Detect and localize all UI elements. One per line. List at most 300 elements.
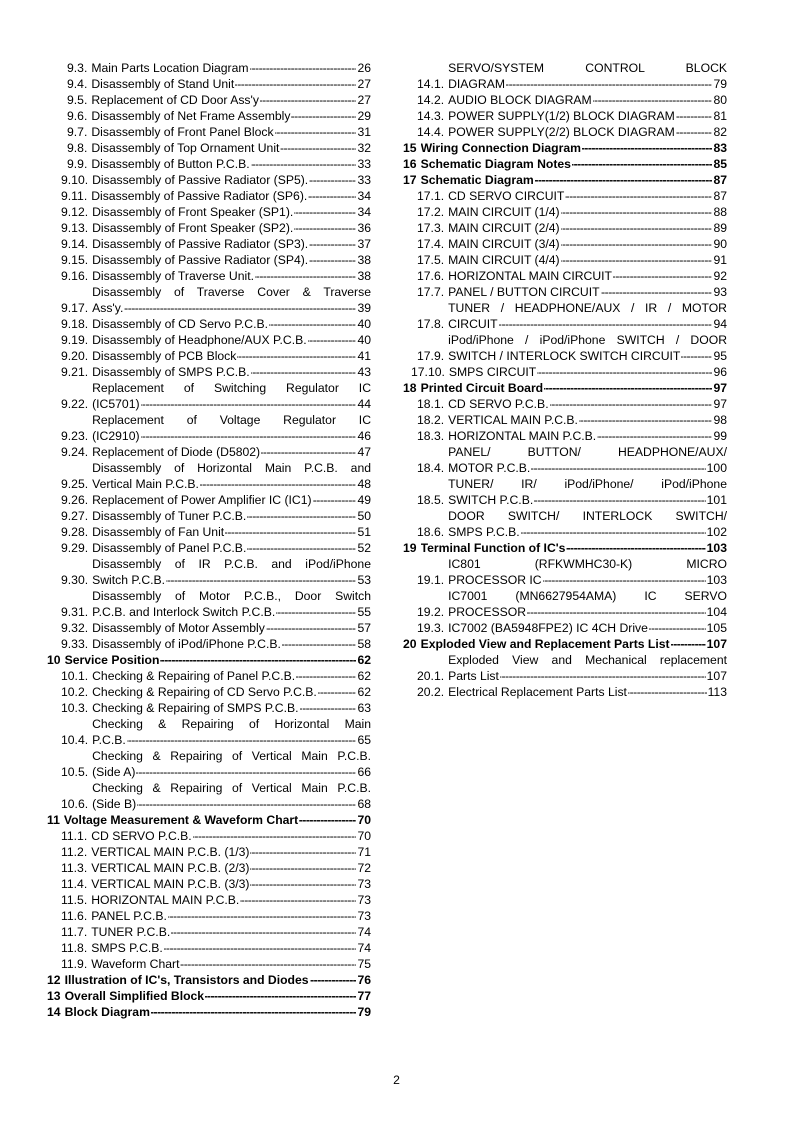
toc-subsection-entry[interactable] [47,716,371,748]
toc-subsection-entry[interactable] [47,684,371,700]
toc-entry-title-line: Replacement of Voltage Regulator IC [92,413,371,427]
toc-entry-text [87,876,371,892]
toc-entry-text [444,188,727,204]
toc-subsection-entry[interactable] [403,220,727,236]
toc-subsection-entry[interactable] [403,396,727,412]
toc-entry-page: 96 [713,365,727,379]
toc-entry-number: 9.25. [61,477,89,491]
toc-subsection-entry[interactable] [47,124,371,140]
toc-entry-number: 17.7. [417,285,445,299]
toc-entry-page: 34 [357,205,371,219]
toc-entry-title: Disassembly of Net Frame Assembly [91,109,291,123]
toc-entry-title: CD SERVO CIRCUIT [448,189,565,203]
toc-subsection-entry[interactable] [47,540,371,556]
toc-subsection-entry[interactable] [403,60,727,92]
toc-entry-text [61,652,371,668]
toc-entry-title-line: Disassembly of Motor P.C.B., Door Switch [92,589,371,603]
toc-entry-title: Wiring Connection Diagram [420,141,581,155]
toc-entry-number: 14.4. [417,125,445,139]
toc-entry-number: 17.10. [411,365,445,379]
toc-subsection-entry[interactable] [403,588,727,620]
toc-subsection-entry[interactable] [47,332,371,348]
toc-entry-text [444,108,727,124]
toc-entry-page: 83 [713,141,727,155]
toc-entry-number: 9.12. [61,205,89,219]
toc-entry-title: Disassembly of Passive Radiator (SP6). [91,189,308,203]
toc-entry-number: 11.5. [61,893,88,907]
toc-entry-page: 88 [713,205,727,219]
toc-entry-text [444,92,727,108]
toc-entry-number: 9.26. [61,493,89,507]
toc-subsection-entry[interactable] [403,476,727,508]
toc-entry-page: 74 [357,925,371,939]
toc-subsection-entry[interactable] [403,620,727,636]
toc-subsection-entry[interactable] [47,156,371,172]
toc-entry-number: 11.8. [61,941,88,955]
toc-entry-text [88,508,371,524]
toc-subsection-entry[interactable] [47,108,371,124]
toc-entry-title: Disassembly of Front Panel Block [91,125,274,139]
toc-entry-page: 39 [357,301,371,315]
toc-entry-page: 107 [706,637,727,651]
toc-section-entry[interactable] [47,1004,371,1020]
toc-entry-number: 18.1. [417,397,445,411]
toc-entry-title: Block Diagram [64,1005,150,1019]
toc-entry-text [88,524,371,540]
toc-subsection-entry[interactable] [47,172,371,188]
toc-entry-number: 19 [403,541,417,555]
toc-entry-page: 46 [357,429,371,443]
toc-entry-number: 9.28. [61,525,89,539]
toc-subsection-entry[interactable] [403,364,727,380]
toc-entry-number: 9.9. [67,157,88,171]
toc-subsection-entry[interactable] [47,748,371,780]
toc-entry-title: VERTICAL MAIN P.C.B. (2/3) [91,861,250,875]
toc-entry-title: Disassembly of Fan Unit [92,525,225,539]
toc-entry-number: 11.7. [61,925,88,939]
toc-entry-text [88,492,371,508]
toc-entry-number: 10.4. [61,733,89,747]
toc-entry-text [444,252,727,268]
toc-entry-title-line: TUNER/ IR/ iPod/iPhone/ iPod/iPhone [448,477,727,491]
toc-entry-title: Disassembly of Front Speaker (SP2). [92,221,294,235]
toc-entry-number: 12 [47,973,61,987]
toc-entry-text [88,252,371,268]
toc-entry-title: DIAGRAM [448,77,505,91]
toc-section-entry[interactable] [403,636,727,652]
toc-entry-number: 20.2. [417,685,445,699]
toc-subsection-entry[interactable] [47,220,371,236]
toc-entry-page: 27 [357,93,371,107]
toc-subsection-entry[interactable] [47,908,371,924]
toc-entry-text [444,620,727,636]
toc-entry-page: 103 [706,573,727,587]
toc-entry-page: 94 [713,317,727,331]
toc-entry-title: Disassembly of Tuner P.C.B. [92,509,247,523]
toc-section-entry[interactable] [403,140,727,156]
toc-entry-text [444,508,727,540]
toc-subsection-entry[interactable] [47,924,371,940]
toc-entry-text [444,332,727,364]
toc-entry-text [88,364,371,380]
toc-subsection-entry[interactable] [47,76,371,92]
toc-entry-number: 11.3. [61,861,88,875]
toc-entry-title: CD SERVO P.C.B. [91,829,192,843]
toc-subsection-entry[interactable] [403,684,727,700]
toc-entry-page: 34 [357,189,371,203]
toc-entry-page: 82 [713,125,727,139]
toc-entry-title: PANEL / BUTTON CIRCUIT [448,285,600,299]
toc-entry-title: Ass'y. [92,301,124,315]
toc-entry-text [87,940,371,956]
toc-entry-title-line: DOOR SWITCH/ INTERLOCK SWITCH/ [448,509,727,523]
toc-entry-number: 10.2. [61,685,89,699]
toc-entry-title: Terminal Function of IC's [420,541,566,555]
toc-subsection-entry[interactable] [47,204,371,220]
toc-subsection-entry[interactable] [47,940,371,956]
toc-entry-page: 37 [357,237,371,251]
toc-entry-title: SMPS P.C.B. [448,525,520,539]
toc-entry-text [88,716,371,748]
toc-subsection-entry[interactable] [47,700,371,716]
toc-entry-number: 10.5. [61,765,89,779]
toc-entry-text [88,268,371,284]
toc-entry-text [61,988,371,1004]
toc-entry-text [87,124,371,140]
toc-entry-title: Checking & Repairing of SMPS P.C.B. [92,701,299,715]
toc-entry-title: CD SERVO P.C.B. [448,397,549,411]
toc-entry-number: 9.21. [61,365,89,379]
toc-entry-page: 73 [357,877,371,891]
toc-section-entry[interactable] [403,380,727,396]
toc-entry-page: 95 [713,349,727,363]
toc-entry-title: MAIN CIRCUIT (1/4) [448,205,560,219]
toc-entry-title: Service Position [64,653,160,667]
toc-entry-title: Replacement of Power Amplifier IC (IC1) [92,493,312,507]
toc-entry-number: 9.3. [67,61,88,75]
toc-entry-page: 71 [357,845,371,859]
toc-entry-text [417,540,727,556]
toc-entry-number: 9.22. [61,397,89,411]
toc-subsection-entry[interactable] [47,668,371,684]
toc-entry-page: 87 [713,173,727,187]
toc-entry-title: Disassembly of CD Servo P.C.B. [92,317,268,331]
toc-entry-number: 9.30. [61,573,89,587]
toc-section-entry[interactable] [47,652,371,668]
toc-section-entry[interactable] [403,172,727,188]
toc-entry-title: HORIZONTAL MAIN P.C.B. [91,893,240,907]
toc-entry-text [444,412,727,428]
toc-subsection-entry[interactable] [403,236,727,252]
toc-entry-text [444,684,727,700]
toc-entry-text [88,540,371,556]
toc-entry-text [444,60,727,92]
toc-entry-page: 79 [357,1005,371,1019]
toc-entry-number: 17.5. [417,253,445,267]
toc-entry-title: Main Parts Location Diagram [91,61,249,75]
toc-subsection-entry[interactable] [47,620,371,636]
toc-entry-title: Disassembly of Passive Radiator (SP3). [92,237,309,251]
toc-entry-title-line: IC7001 (MN6627954AMA) IC SERVO [448,589,727,603]
toc-entry-page: 103 [706,541,727,555]
toc-entry-number: 11.2. [61,845,88,859]
toc-entry-number: 9.5. [67,93,88,107]
toc-entry-number: 16 [403,157,417,171]
toc-entry-text [445,364,727,380]
toc-subsection-entry[interactable] [47,636,371,652]
toc-entry-title: MOTOR P.C.B. [448,461,531,475]
toc-entry-number: 14.3. [417,109,445,123]
toc-section-entry[interactable] [47,812,371,828]
toc-entry-title: Replacement of Diode (D5802) [92,445,261,459]
toc-entry-page: 33 [357,173,371,187]
toc-entry-title-line: Checking & Repairing of Horizontal Main [92,717,371,731]
toc-subsection-entry[interactable] [403,204,727,220]
toc-entry-page: 92 [713,269,727,283]
toc-entry-number: 9.4. [67,77,88,91]
toc-entry-number: 9.20. [61,349,89,363]
toc-entry-text [88,316,371,332]
toc-entry-text [444,124,727,140]
toc-entry-text [444,204,727,220]
toc-entry-page: 81 [713,109,727,123]
toc-entry-page: 90 [713,237,727,251]
toc-entry-text [61,972,371,988]
toc-subsection-entry[interactable] [47,524,371,540]
toc-subsection-entry[interactable] [403,300,727,332]
toc-entry-text [88,684,371,700]
toc-subsection-entry[interactable] [47,828,371,844]
toc-section-entry[interactable] [47,988,371,1004]
toc-subsection-entry[interactable] [47,92,371,108]
toc-subsection-entry[interactable] [47,316,371,332]
toc-subsection-entry[interactable] [403,556,727,588]
toc-entry-title: Vertical Main P.C.B. [92,477,199,491]
toc-entry-page: 27 [357,77,371,91]
toc-entry-number: 15 [403,141,417,155]
toc-section-entry[interactable] [47,972,371,988]
toc-entry-text [88,236,371,252]
toc-subsection-entry[interactable] [403,124,727,140]
toc-entry-text [444,476,727,508]
toc-entry-page: 51 [357,525,371,539]
toc-entry-number: 17.2. [417,205,445,219]
toc-subsection-entry[interactable] [47,268,371,284]
toc-entry-title: SWITCH / INTERLOCK SWITCH CIRCUIT [448,349,681,363]
toc-entry-text [444,588,727,620]
toc-entry-number: 9.29. [61,541,89,555]
toc-entry-page: 93 [713,285,727,299]
toc-entry-number: 9.18. [61,317,89,331]
toc-entry-text [444,220,727,236]
toc-subsection-entry[interactable] [47,892,371,908]
toc-entry-page: 53 [357,573,371,587]
toc-subsection-entry[interactable] [47,412,371,444]
toc-subsection-entry[interactable] [47,492,371,508]
toc-entry-text [444,428,727,444]
toc-entry-number: 19.1. [417,573,445,587]
toc-subsection-entry[interactable] [47,588,371,620]
toc-subsection-entry[interactable] [403,412,727,428]
toc-subsection-entry[interactable] [403,284,727,300]
toc-entry-number: 9.6. [67,109,88,123]
toc-section-entry[interactable] [403,540,727,556]
toc-subsection-entry[interactable] [47,364,371,380]
toc-subsection-entry[interactable] [403,332,727,364]
toc-entry-text [87,92,371,108]
toc-subsection-entry[interactable] [403,252,727,268]
toc-entry-title: Disassembly of Panel P.C.B. [92,541,247,555]
toc-entry-title-line: Checking & Repairing of Vertical Main P.C.B. [92,749,371,763]
toc-entry-page: 72 [357,861,371,875]
toc-entry-title: SMPS P.C.B. [91,941,163,955]
toc-entry-page: 48 [357,477,371,491]
toc-entry-page: 75 [357,957,371,971]
toc-entry-text [88,284,371,316]
toc-entry-text [87,60,371,76]
toc-entry-page: 58 [357,637,371,651]
toc-entry-page: 31 [357,125,371,139]
toc-subsection-entry[interactable] [403,508,727,540]
toc-section-entry[interactable] [403,156,727,172]
toc-entry-title: MAIN CIRCUIT (3/4) [448,237,560,251]
toc-entry-title: Checking & Repairing of Panel P.C.B. [92,669,296,683]
toc-subsection-entry[interactable] [47,188,371,204]
toc-entry-title: P.C.B. [92,733,126,747]
toc-entry-page: 63 [357,701,371,715]
toc-subsection-entry[interactable] [403,428,727,444]
toc-subsection-entry[interactable] [47,860,371,876]
toc-entry-page: 101 [706,493,727,507]
toc-entry-number: 11 [47,813,60,827]
toc-entry-number: 9.23. [61,429,89,443]
toc-subsection-entry[interactable] [47,252,371,268]
toc-entry-text [87,956,371,972]
toc-entry-title: Checking & Repairing of CD Servo P.C.B. [92,685,317,699]
toc-entry-number: 20.1. [417,669,445,683]
toc-entry-title-line: Disassembly of Traverse Cover & Traverse [92,285,371,299]
toc-entry-title: PANEL P.C.B. [91,909,167,923]
toc-entry-number: 18.2. [417,413,445,427]
toc-entry-text [88,588,371,620]
toc-entry-page: 38 [357,269,371,283]
toc-subsection-entry[interactable] [47,956,371,972]
toc-entry-title: Schematic Diagram Notes [420,157,571,171]
toc-entry-text [444,444,727,476]
toc-entry-title: PROCESSOR [448,605,526,619]
toc-subsection-entry[interactable] [403,444,727,476]
toc-subsection-entry[interactable] [47,60,371,76]
toc-entry-text [88,780,371,812]
toc-subsection-entry[interactable] [47,444,371,460]
toc-entry-page: 77 [357,989,371,1003]
toc-entry-text [444,284,727,300]
toc-entry-title: Disassembly of Button P.C.B. [91,157,250,171]
toc-entry-title: HORIZONTAL MAIN P.C.B. [448,429,597,443]
toc-entry-title-line: IC801 (RFKWMHC30-K) MICRO [448,557,727,571]
toc-subsection-entry[interactable] [403,268,727,284]
toc-subsection-entry[interactable] [403,188,727,204]
toc-entry-text [88,412,371,444]
toc-entry-title: Disassembly of PCB Block [92,349,237,363]
toc-entry-number: 9.32. [61,621,89,635]
toc-entry-page: 62 [357,669,371,683]
toc-entry-number: 9.10. [61,173,89,187]
toc-subsection-entry[interactable] [47,236,371,252]
toc-subsection-entry[interactable] [403,652,727,684]
toc-entry-title: Disassembly of Front Speaker (SP1). [92,205,294,219]
toc-entry-text [417,380,727,396]
toc-subsection-entry[interactable] [47,780,371,812]
toc-entry-title: VERTICAL MAIN P.C.B. [448,413,578,427]
toc-entry-page: 97 [713,381,727,395]
toc-entry-page: 32 [357,141,371,155]
toc-entry-number: 9.31. [61,605,89,619]
toc-entry-title: Replacement of CD Door Ass'y [91,93,259,107]
toc-subsection-entry[interactable] [47,508,371,524]
toc-entry-page: 74 [357,941,371,955]
toc-entry-title: SWITCH P.C.B. [448,493,534,507]
toc-entry-title: Disassembly of Passive Radiator (SP5). [92,173,309,187]
toc-entry-number: 17.3. [417,221,445,235]
toc-entry-number: 10 [47,653,61,667]
toc-entry-text [88,172,371,188]
toc-entry-number: 18.5. [417,493,445,507]
toc-entry-number: 17.6. [417,269,445,283]
toc-entry-title: Switch P.C.B. [92,573,166,587]
toc-entry-title: (IC5701) [92,397,140,411]
toc-entry-page: 62 [357,653,371,667]
toc-entry-text [88,700,371,716]
toc-left-column [47,60,371,1020]
toc-entry-title: HORIZONTAL MAIN CIRCUIT [448,269,612,283]
toc-entry-text [88,332,371,348]
toc-subsection-entry[interactable] [47,284,371,316]
toc-entry-title: Exploded View and Replacement Parts List [420,637,670,651]
toc-subsection-entry[interactable] [47,844,371,860]
toc-entry-number: 11.9. [61,957,88,971]
toc-subsection-entry[interactable] [47,380,371,412]
toc-subsection-entry[interactable] [47,876,371,892]
toc-entry-number: 11.1. [61,829,88,843]
toc-entry-page: 100 [706,461,727,475]
toc-subsection-entry[interactable] [47,348,371,364]
toc-entry-page: 102 [706,525,727,539]
toc-subsection-entry[interactable] [47,460,371,492]
toc-entry-title: Disassembly of SMPS P.C.B. [92,365,250,379]
toc-subsection-entry[interactable] [47,556,371,588]
toc-subsection-entry[interactable] [403,108,727,124]
toc-entry-title: Illustration of IC's, Transistors and Diodes [64,973,309,987]
toc-subsection-entry[interactable] [403,92,727,108]
toc-entry-title: Disassembly of iPod/iPhone P.C.B. [92,637,281,651]
toc-entry-number: 10.1. [61,669,89,683]
toc-entry-title: Waveform Chart [91,957,180,971]
toc-entry-text [87,140,371,156]
toc-entry-title: (Side B) [92,797,137,811]
toc-entry-page: 62 [357,685,371,699]
toc-entry-page: 99 [713,429,727,443]
toc-entry-number: 9.27. [61,509,89,523]
toc-subsection-entry[interactable] [47,140,371,156]
toc-entry-title-line: PANEL/ BUTTON/ HEADPHONE/AUX/ [448,445,727,459]
toc-entry-number: 14 [47,1005,61,1019]
toc-entry-number: 17.9. [417,349,445,363]
toc-entry-text [88,460,371,492]
toc-entry-text [87,892,371,908]
toc-entry-number: 10.6. [61,797,89,811]
toc-entry-title: POWER SUPPLY(2/2) BLOCK DIAGRAM [448,125,675,139]
